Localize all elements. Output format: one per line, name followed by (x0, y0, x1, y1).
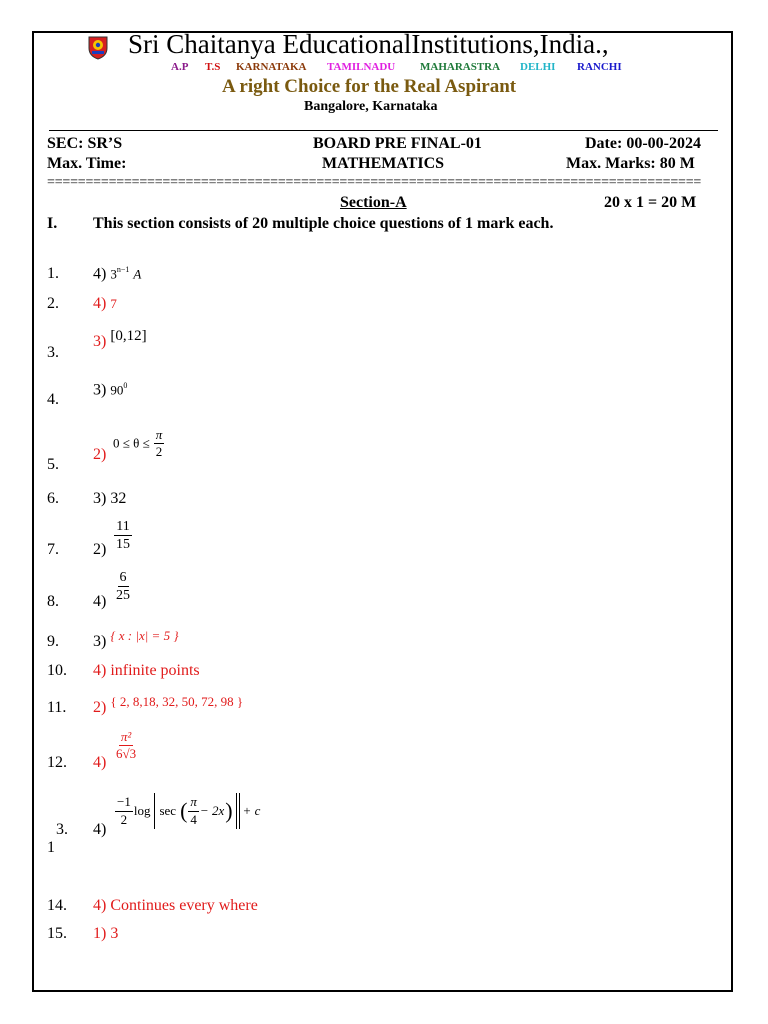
answer-3: 3) [0,12] (93, 328, 147, 350)
answer-12-fraction: $\frac{\text{π²}}{6√3}$ (116, 729, 137, 762)
state-maharastra: MAHARASTRA (420, 61, 501, 73)
state-ap: A.P (171, 61, 189, 73)
answer-8-fraction: $\frac{6}{25}$ (116, 570, 130, 604)
section-code: SEC: SR’S (47, 135, 123, 152)
answer-15: 1) 3 (93, 925, 119, 942)
answer-14: 4) Continues every where (93, 897, 258, 914)
answer-4: 3) $90^0$ (93, 381, 128, 399)
separator-line: ===================================================================================== (47, 175, 702, 190)
answer-6: 3) 32 (93, 490, 127, 507)
answer-12: 4) (93, 754, 107, 771)
subject: MATHEMATICS (322, 155, 445, 172)
question-number: 15. (47, 925, 67, 942)
question-number: 1. (47, 265, 59, 282)
state-delhi: DELHI (520, 61, 556, 73)
question-number: 3. (56, 821, 68, 838)
section-title: Section-A (340, 194, 407, 211)
state-ts: T.S (205, 61, 221, 73)
section-marks: 20 x 1 = 20 M (604, 194, 697, 211)
section-number: I. (47, 215, 58, 232)
max-time: Max. Time: (47, 155, 127, 172)
question-number: 2. (47, 295, 59, 312)
tagline: A right Choice for the Real Aspirant (222, 76, 517, 97)
exam-date: Date: 00-00-2024 (585, 135, 701, 152)
question-number: 14. (47, 897, 67, 914)
answer-7-fraction: $\frac{11}{15}$ (116, 519, 130, 553)
question-number: 4. (47, 391, 59, 408)
question-number: 12. (47, 754, 67, 771)
max-marks: Max. Marks: 80 M (566, 155, 695, 172)
question-number-overflow: 1 (47, 839, 55, 856)
state-karnataka: KARNATAKA (236, 61, 307, 73)
question-number: 8. (47, 593, 59, 610)
state-ranchi: RANCHI (577, 61, 622, 73)
institution-logo (86, 34, 110, 60)
header-divider (49, 130, 718, 131)
question-number: 7. (47, 541, 59, 558)
question-number: 3. (47, 344, 59, 361)
answer-10: 4) infinite points (93, 662, 200, 679)
answer-11: 2) $^{\{ 2, 8,18, 32, 50, 72, 98 \}}$ (93, 694, 244, 716)
exam-name: BOARD PRE FINAL-01 (313, 135, 482, 152)
question-number: 5. (47, 456, 59, 473)
question-number: 10. (47, 662, 67, 679)
answer-5-math: 0 ≤ θ ≤ $\frac{\pi}{2}$ (113, 427, 163, 460)
section-description: This section consists of 20 multiple choice questions of 1 mark each. (93, 215, 554, 232)
answer-5: 2) (93, 446, 107, 463)
answer-8: 4) (93, 593, 107, 610)
answer-13-expression: $\frac{-1}{2}$ log sec ( $\frac{\pi}{4}$ − 2x ) + c (115, 793, 260, 829)
answer-7: 2) (93, 541, 107, 558)
city: Bangalore, Karnataka (304, 99, 438, 114)
answer-13: 4) (93, 821, 107, 838)
question-number: 9. (47, 633, 59, 650)
answer-9: 3) $^{\{ x : |x| = 5 \}}$ (93, 628, 179, 650)
institution-title: Sri Chaitanya EducationalInstitutions,India., (128, 29, 609, 59)
question-number: 11. (47, 699, 67, 716)
question-number: 6. (47, 490, 59, 507)
state-tamilnadu: TAMILNADU (327, 61, 396, 73)
answer-2: 4) 7 (93, 295, 117, 312)
answer-1: 4) $3^{n-1}$ A (93, 265, 142, 283)
